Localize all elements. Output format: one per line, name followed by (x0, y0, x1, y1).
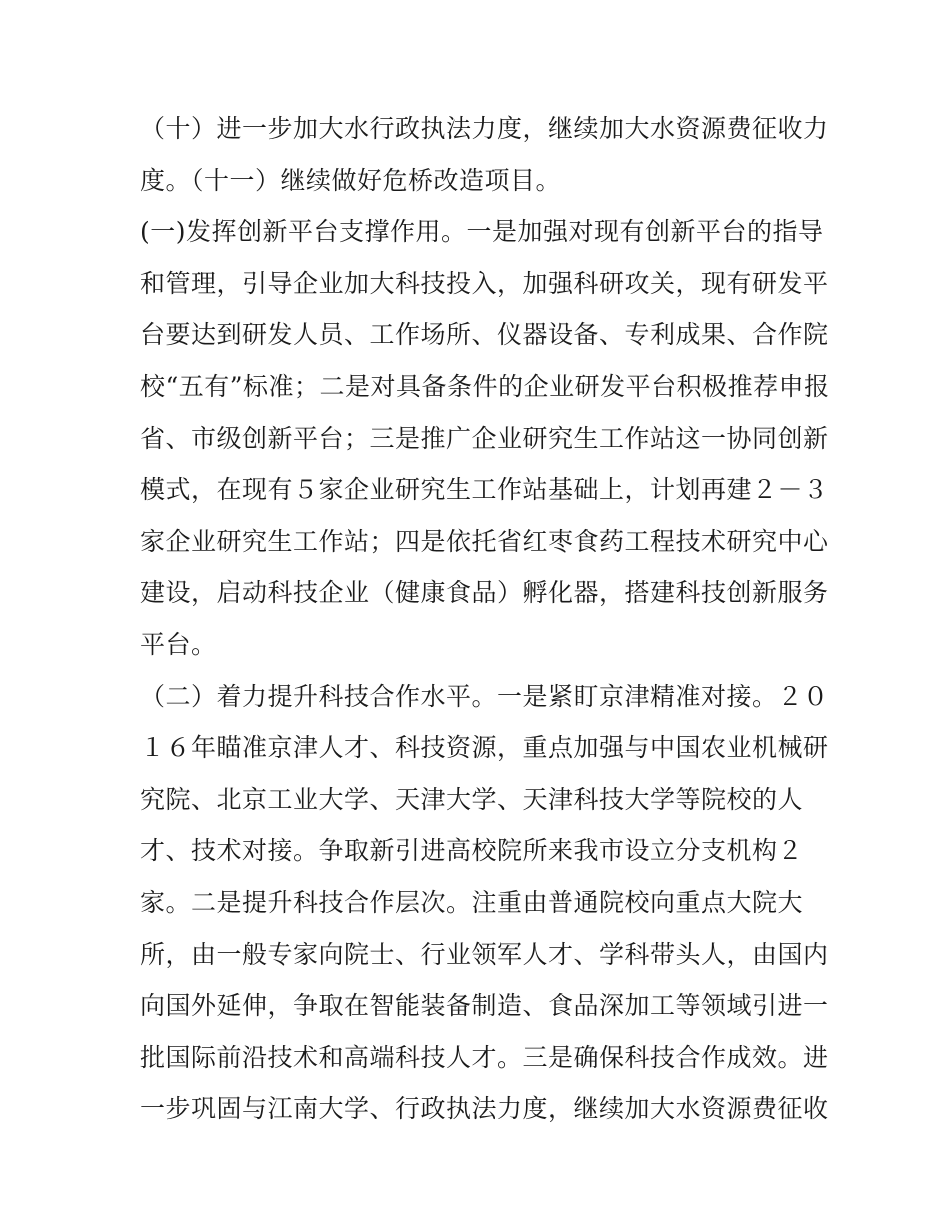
text-line: 度。（十一）继续做好危桥改造项目。 (140, 165, 562, 195)
text-line: 模式，在现有５家企业研究生工作站基础上，计划再建２－３ (140, 475, 829, 505)
text-line: 建设，启动科技企业（健康食品）孵化器，搭建科技创新服务 (140, 578, 829, 608)
text-line: 家企业研究生工作站；四是依托省红枣食药工程技术研究中心 (140, 526, 829, 556)
text-line: 和管理，引导企业加大科技投入，加强科研攻关，现有研发平 (140, 268, 829, 298)
text-line: 批国际前沿技术和高端科技人才。三是确保科技合作成效。进 (140, 1042, 829, 1072)
text-line: 省、市级创新平台；三是推广企业研究生工作站这一协同创新 (140, 423, 829, 453)
text-line: 校“五有”标准；二是对具备条件的企业研发平台积极推荐申报 (140, 371, 830, 401)
document-body (140, 103, 830, 1135)
text-line: 究院、北京工业大学、天津大学、天津科技大学等院校的人 (140, 784, 804, 814)
text-line: 向国外延伸，争取在智能装备制造、食品深加工等领域引进一 (140, 991, 829, 1021)
text-line: (一)发挥创新平台支撑作用。一是加强对现有创新平台的指导 (140, 217, 824, 247)
text-line: （十）进一步加大水行政执法力度，继续加大水资源费征收力 (140, 114, 829, 143)
text-line: 一步巩固与江南大学、行政执法力度，继续加大水资源费征收 (140, 1094, 829, 1124)
text-line: 所，由一般专家向院士、行业领军人才、学科带头人，由国内 (140, 939, 829, 969)
text-line: 平台。 (140, 629, 217, 659)
text-line: 台要达到研发人员、工作场所、仪器设备、专利成果、合作院 (140, 320, 829, 350)
text-line: 家。二是提升科技合作层次。注重由普通院校向重点大院大 (140, 887, 804, 917)
text-line: １６年瞄准京津人才、科技资源，重点加强与中国农业机械研 (140, 733, 829, 763)
text-line: 才、技术对接。争取新引进高校院所来我市设立分支机构２ (140, 836, 804, 866)
text-line: （二）着力提升科技合作水平。一是紧盯京津精准对接。２０ (140, 681, 829, 711)
